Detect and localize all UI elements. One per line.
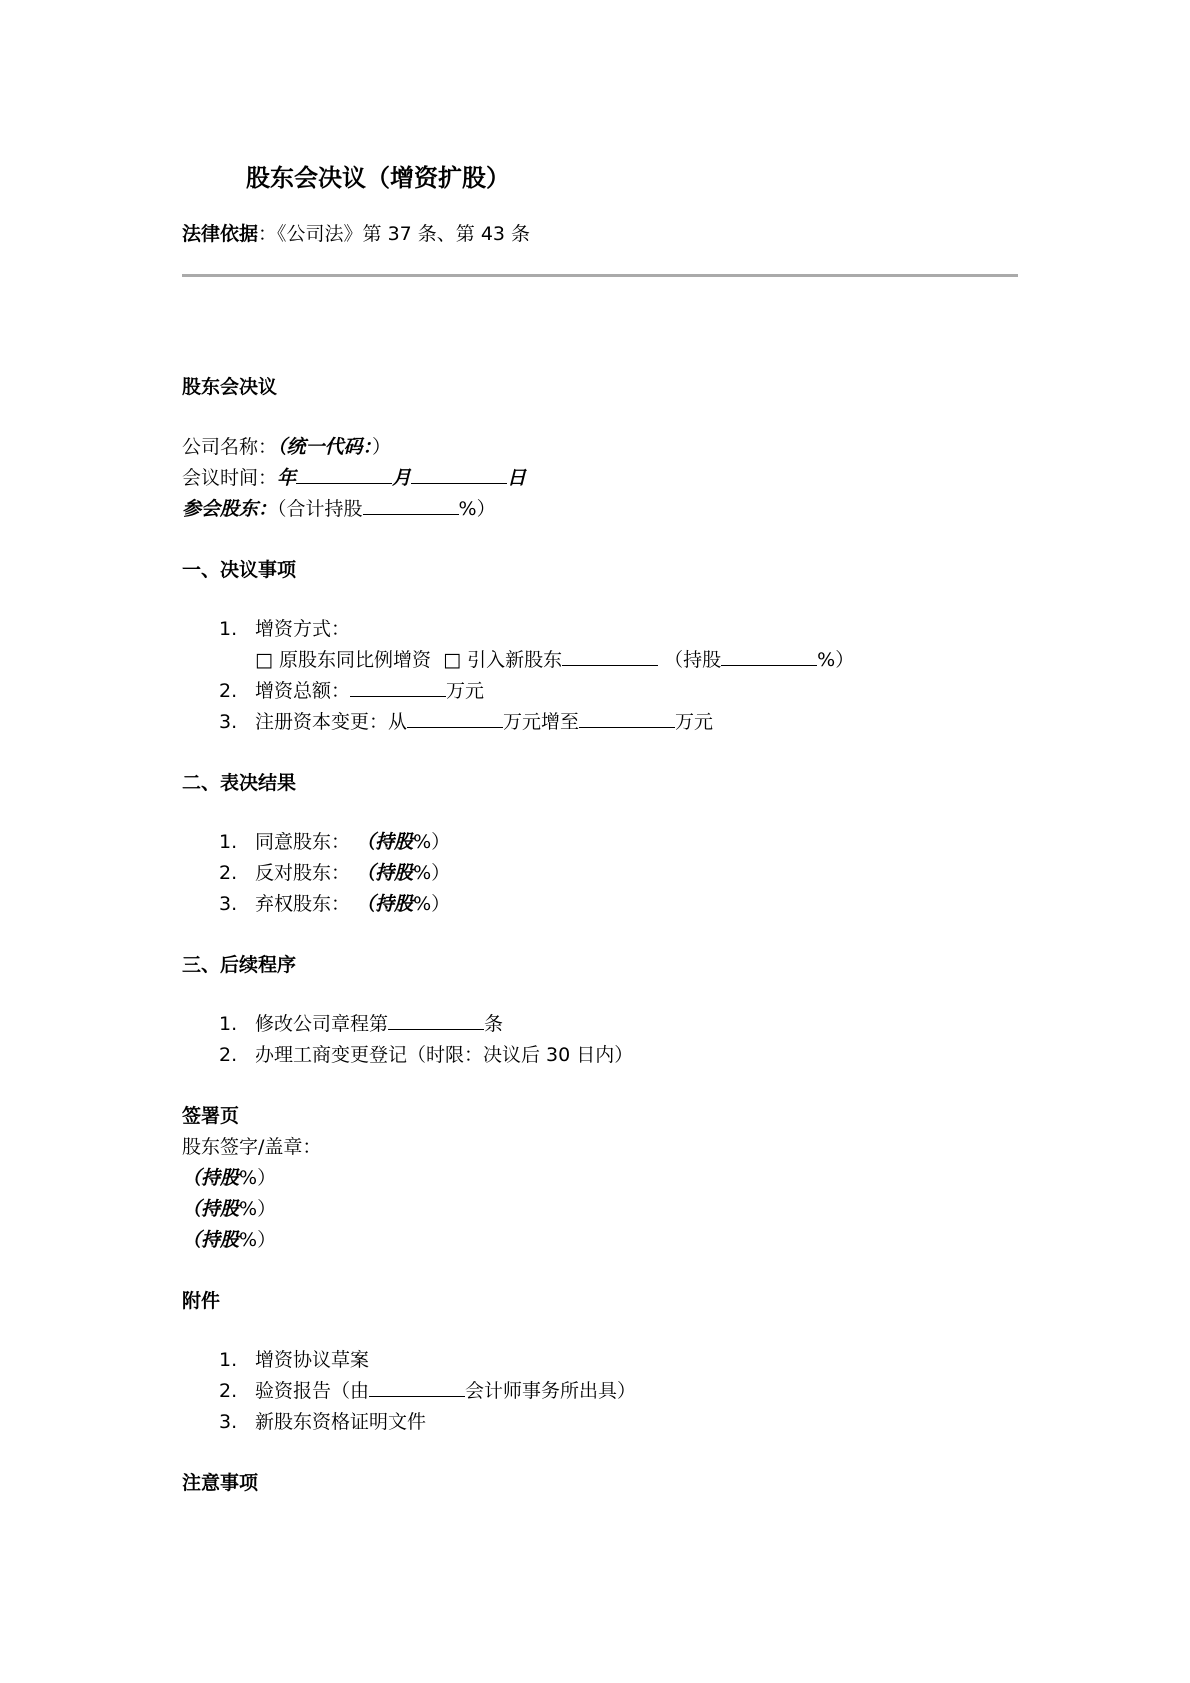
list-text: 新股东资格证明文件 — [255, 1411, 427, 1433]
list-item — [219, 1407, 426, 1434]
list-text: 增资方式： — [255, 618, 351, 640]
hold-percent: %） — [413, 862, 451, 884]
notes-heading: 注意事项 — [182, 1472, 259, 1494]
hold-percent: %） — [239, 1198, 277, 1220]
list-number: 2. — [219, 1380, 238, 1402]
hold-open: （持股 — [664, 649, 722, 671]
list-number: 2. — [219, 862, 238, 884]
list-suffix: 会计师事务所出具） — [465, 1380, 637, 1402]
list-suffix: 条 — [484, 1013, 504, 1035]
list-item — [219, 676, 484, 703]
option-pro-rata[interactable]: □ 原股东同比例增资 — [255, 649, 431, 671]
list-suffix: 万元 — [446, 680, 485, 702]
total-amount-blank[interactable] — [350, 678, 446, 697]
month-blank[interactable] — [296, 465, 392, 484]
attendees-open: （合计持股 — [277, 498, 363, 520]
capital-method-options — [255, 645, 854, 672]
list-text: 增资协议草案 — [255, 1349, 370, 1371]
section2-heading: 二、表决结果 — [182, 772, 297, 794]
list-item — [219, 1009, 503, 1036]
company-name-line — [182, 432, 391, 459]
hold-label: （持股 — [182, 1167, 240, 1189]
list-number: 2. — [219, 680, 238, 702]
attendees-label: 参会股东： — [182, 498, 278, 520]
list-number: 1. — [219, 1349, 238, 1371]
hold-label: （持股 — [182, 1229, 240, 1251]
signature-line — [182, 1163, 276, 1190]
list-number: 2. — [219, 1044, 238, 1066]
list-text: 注册资本变更：从 — [255, 711, 408, 733]
hold-label: （持股 — [356, 893, 414, 915]
list-item — [219, 1345, 369, 1372]
list-item — [219, 707, 713, 734]
list-suffix: 万元 — [675, 711, 714, 733]
day-label: 日 — [507, 467, 527, 489]
list-item — [219, 858, 450, 885]
section3-heading: 三、后续程序 — [182, 954, 297, 976]
legal-basis-text: 《公司法》第 37 条、第 43 条 — [277, 223, 531, 245]
month-label: 月 — [392, 467, 412, 489]
list-number: 1. — [219, 1013, 238, 1035]
attendees-percent-blank[interactable] — [363, 496, 459, 515]
new-shareholder-blank[interactable] — [562, 647, 658, 666]
signature-line — [182, 1225, 276, 1252]
legal-basis-label: 法律依据 — [182, 223, 259, 245]
signature-line — [182, 1194, 276, 1221]
list-number: 3. — [219, 1411, 238, 1433]
list-item — [219, 1040, 633, 1067]
list-item — [219, 889, 450, 916]
signature-heading: 签署页 — [182, 1105, 240, 1127]
hold-percent: %） — [239, 1167, 277, 1189]
resolution-heading: 股东会决议 — [182, 376, 278, 398]
list-number: 1. — [219, 618, 238, 640]
hold-percent: %） — [413, 831, 451, 853]
legal-basis — [182, 219, 530, 246]
attendees-close: %） — [458, 498, 496, 520]
hold-percent-blank[interactable] — [721, 647, 817, 666]
list-item — [219, 614, 350, 641]
list-text: 弃权股东： — [255, 893, 351, 915]
list-item — [219, 1376, 636, 1403]
list-mid: 万元增至 — [503, 711, 580, 733]
section1-heading: 一、决议事项 — [182, 559, 297, 581]
list-text: 增资总额： — [255, 680, 351, 702]
hold-label: （持股 — [356, 862, 414, 884]
hold-percent: %） — [413, 893, 451, 915]
unified-code-label: （统一代码： — [277, 436, 373, 458]
meeting-time-label: 会议时间： — [182, 467, 278, 489]
list-text: 办理工商变更登记（时限：决议后 30 日内） — [255, 1044, 634, 1066]
meeting-time-line — [182, 463, 526, 490]
day-blank[interactable] — [411, 465, 507, 484]
hold-label: （持股 — [356, 831, 414, 853]
attachments-heading: 附件 — [182, 1290, 221, 1312]
list-text: 修改公司章程第 — [255, 1013, 389, 1035]
hold-label: （持股 — [182, 1198, 240, 1220]
capital-to-blank[interactable] — [579, 709, 675, 728]
document-title: 股东会决议（增资扩股） — [246, 164, 510, 192]
company-name-label: 公司名称： — [182, 436, 278, 458]
divider — [182, 274, 1018, 277]
capital-from-blank[interactable] — [407, 709, 503, 728]
list-item — [219, 827, 450, 854]
list-text: 反对股东： — [255, 862, 351, 884]
list-number: 1. — [219, 831, 238, 853]
attendees-line — [182, 494, 496, 521]
list-number: 3. — [219, 711, 238, 733]
hold-close: %） — [817, 649, 855, 671]
list-text: 验资报告（由 — [255, 1380, 370, 1402]
list-text: 同意股东： — [255, 831, 351, 853]
option-new-shareholder[interactable]: □ 引入新股东 — [443, 649, 563, 671]
accounting-firm-blank[interactable] — [369, 1378, 465, 1397]
list-number: 3. — [219, 893, 238, 915]
year-label: 年 — [277, 467, 297, 489]
article-number-blank[interactable] — [388, 1011, 484, 1030]
unified-code-close: ） — [372, 436, 392, 458]
hold-percent: %） — [239, 1229, 277, 1251]
legal-basis-colon: ： — [258, 223, 278, 245]
signature-label: 股东签字/盖章： — [182, 1136, 322, 1158]
